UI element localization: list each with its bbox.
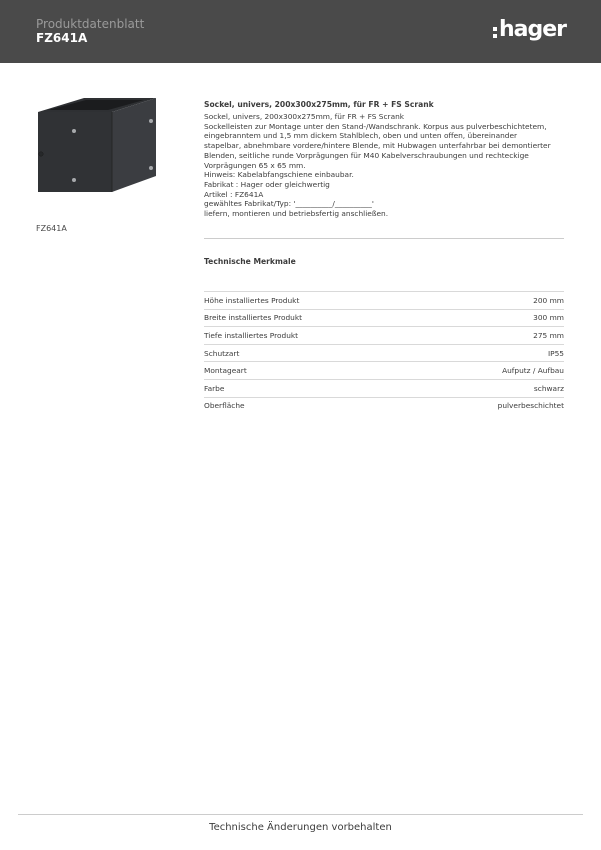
spec-label: Farbe [204,383,225,393]
footer-divider [18,814,583,815]
spec-value: 275 mm [533,330,564,340]
description-line: Blenden, seitliche runde Vorprägungen für M40 Kabelverschraubungen und rechteckige [204,150,529,160]
screw-icon [72,129,76,133]
description-line: Fabrikat : Hager oder gleichwertig [204,179,330,189]
screw-icon [72,178,76,182]
page-header [0,0,601,63]
specs-table [204,291,564,414]
spec-label: Breite installiertes Produkt [204,313,303,323]
description-line: Sockelleisten zur Montage unter den Stand-/Wandschrank. Korpus aus pulverbeschichtetem, [204,121,547,131]
spec-row [204,361,564,379]
spec-row [204,397,564,415]
hager-logo [493,16,566,44]
product-code: FZ641A [36,31,88,45]
spec-value: IP55 [547,348,564,358]
image-caption: FZ641A [36,224,67,233]
document-type: Produktdatenblatt [36,17,145,31]
product-image [36,94,160,194]
screw-icon [149,119,153,123]
spec-row [204,309,564,327]
spec-row [204,326,564,344]
description-line: Hinweis: Kabelabfangschiene einbaubar. [204,170,354,180]
logo-dots-icon [493,27,497,38]
description-line: liefern, montieren und betriebsfertig anschließen. [204,209,389,219]
spec-value: schwarz [533,383,564,393]
description-line: Artikel : FZ641A [204,189,264,199]
description-line: Vorprägungen 65 x 65 mm. [204,160,306,170]
spec-row [204,379,564,397]
specs-section-title: Technische Merkmale [204,257,296,266]
description-line: stapelbar, abnehmbare vordere/hintere Blende, mit Hubwagen unterfahrbar bei demontierter [204,141,551,151]
product-description [204,100,566,219]
spec-value: 200 mm [533,295,564,305]
spec-value: 300 mm [533,313,564,323]
description-line: Sockel, univers, 200x300x275mm, für FR + FS Scrank [204,112,405,121]
screw-icon [149,166,153,170]
spec-row [204,344,564,362]
spec-value: Aufputz / Aufbau [502,366,564,376]
product-title: Sockel, univers, 200x300x275mm, für FR + FS Scrank [204,100,434,109]
spec-label: Schutzart [204,348,240,358]
spec-label: Oberfläche [204,401,245,411]
spec-label: Montageart [204,366,247,376]
spec-value: pulverbeschichtet [497,401,564,411]
description-line: eingebranntem und 1,5 mm dickem Stahlblech, oben und unten offen, übereinander [204,131,518,141]
logo-word: hager [498,17,566,42]
footer-disclaimer: Technische Änderungen vorbehalten [209,822,392,833]
spec-label: Höhe installiertes Produkt [204,295,300,305]
description-line: gewähltes Fabrikat/Typ: '__________/__________' [204,199,374,209]
spec-row [204,291,564,309]
section-divider [204,238,564,239]
spec-label: Tiefe installiertes Produkt [204,330,299,340]
